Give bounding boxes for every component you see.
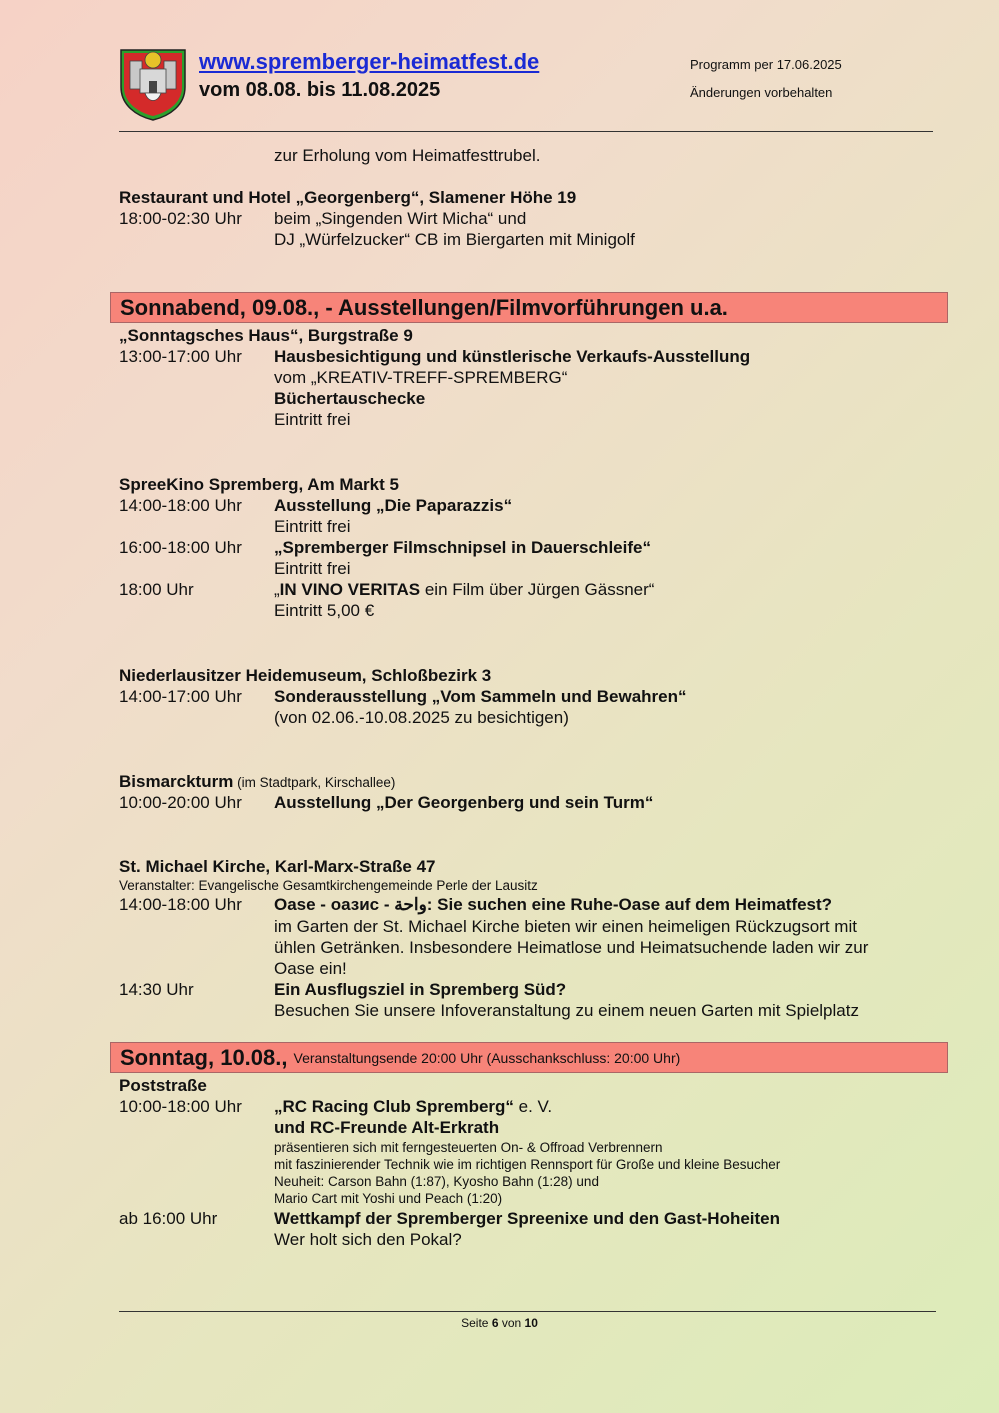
website-link[interactable]: www.spremberger-heimatfest.de (199, 49, 540, 74)
location-heidemuseum: Niederlausitzer Heidemuseum, Schloßbezirk 3 (119, 666, 492, 685)
event-time: 14:00-18:00 Uhr (119, 895, 242, 914)
event-time: 14:00-18:00 Uhr (119, 496, 242, 515)
town-coat-of-arms-logo (118, 47, 188, 121)
program-date: Programm per 17.06.2025 (690, 57, 842, 72)
event-description: Wer holt sich den Pokal? (274, 1230, 462, 1249)
location-spreekino: SpreeKino Spremberg, Am Markt 5 (119, 475, 399, 494)
event-time: 13:00-17:00 Uhr (119, 347, 242, 366)
event-admission: Eintritt frei (274, 517, 351, 536)
event-description: Oase ein! (274, 959, 347, 978)
event-description: (von 02.06.-10.08.2025 zu besichtigen) (274, 708, 569, 727)
event-title: Oase - оазис - واحة: Sie suchen eine Ruhe-Oase auf dem Heimatfest? (274, 895, 833, 914)
event-description: DJ „Würfelzucker“ CB im Biergarten mit Minigolf (274, 230, 635, 249)
event-time: 10:00-20:00 Uhr (119, 793, 242, 812)
event-title: Sonderausstellung „Vom Sammeln und Bewahren“ (274, 687, 687, 706)
film-subtitle: ein Film über Jürgen Gässner“ (420, 580, 655, 599)
event-description: ühlen Getränken. Insbesondere Heimatlose und Heimatsuchende laden wir zur (274, 938, 869, 957)
location-poststrasse: Poststraße (119, 1076, 207, 1095)
header-divider (119, 131, 933, 132)
event-admission: Eintritt frei (274, 410, 351, 429)
event-time: ab 16:00 Uhr (119, 1209, 218, 1228)
event-title: Ausstellung „Der Georgenberg und sein Turm“ (274, 793, 654, 812)
club-suffix: e. V. (513, 1097, 553, 1116)
changes-note: Änderungen vorbehalten (690, 85, 833, 100)
event-description: präsentieren sich mit ferngesteuerten On- & Offroad Verbrennern (274, 1140, 663, 1155)
event-title (274, 579, 654, 600)
event-time: 16:00-18:00 Uhr (119, 538, 242, 557)
event-description: im Garten der St. Michael Kirche bieten wir einen heimeligen Rückzugsort mit (274, 917, 857, 936)
event-time: 18:00-02:30 Uhr (119, 209, 242, 228)
event-title: und RC-Freunde Alt-Erkrath (274, 1118, 500, 1137)
location-detail: (im Stadtpark, Kirschallee) (233, 775, 396, 790)
event-time: 14:30 Uhr (119, 980, 194, 999)
event-description: beim „Singenden Wirt Micha“ und (274, 209, 527, 228)
day-heading-text: Sonnabend, 09.08., - Ausstellungen/Filmvorführungen u.a. (120, 294, 728, 320)
page-total: 10 (524, 1316, 538, 1330)
event-title: Hausbesichtigung und künstlerische Verkaufs-Ausstellung (274, 347, 751, 366)
event-description: Neuheit: Carson Bahn (1:87), Kyosho Bahn (1:28) und (274, 1174, 599, 1189)
location-georgenberg: Restaurant und Hotel „Georgenberg“, Slamener Höhe 19 (119, 188, 577, 207)
day-heading-subtext: Veranstaltungsende 20:00 Uhr (Ausschankschluss: 20:00 Uhr) (293, 1049, 681, 1066)
event-title: Wettkampf der Spremberger Spreenixe und den Gast-Hoheiten (274, 1209, 781, 1228)
event-title: „Spremberger Filmschnipsel in Dauerschleife“ (274, 538, 651, 557)
event-admission: Eintritt frei (274, 559, 351, 578)
event-title: Ein Ausflugsziel in Spremberg Süd? (274, 980, 567, 999)
event-description: Mario Cart mit Yoshi und Peach (1:20) (274, 1191, 503, 1206)
organizer-note: Veranstalter: Evangelische Gesamtkirchengemeinde Perle der Lausitz (119, 878, 538, 893)
location-st-michael: St. Michael Kirche, Karl-Marx-Straße 47 (119, 857, 436, 876)
day-heading-text: Sonntag, 10.08., (120, 1044, 288, 1070)
day-heading-sunday (110, 1042, 948, 1073)
event-description: mit faszinierender Technik wie im richtigen Rennsport für Große und kleine Besucher (274, 1157, 781, 1172)
event-title (274, 1096, 552, 1117)
location-name: Bismarckturm (119, 772, 234, 791)
location-sonntagsches-haus: „Sonntagsches Haus“, Burgstraße 9 (119, 326, 413, 345)
event-title: Ausstellung „Die Paparazzis“ (274, 496, 513, 515)
carryover-text: zur Erholung vom Heimatfesttrubel. (274, 146, 541, 165)
event-title: Büchertauschecke (274, 389, 426, 408)
event-time: 10:00-18:00 Uhr (119, 1097, 242, 1116)
open-quote: „ (274, 580, 280, 599)
event-time: 18:00 Uhr (119, 580, 194, 599)
event-description: vom „KREATIV-TREFF-SPREMBERG“ (274, 368, 568, 387)
event-time: 14:00-17:00 Uhr (119, 687, 242, 706)
event-admission: Eintritt 5,00 € (274, 601, 375, 620)
page-separator: von (498, 1316, 525, 1330)
location-bismarckturm (119, 771, 395, 793)
footer-divider (119, 1311, 936, 1312)
event-description: Besuchen Sie unsere Infoveranstaltung zu einem neuen Garten mit Spielplatz (274, 1001, 859, 1020)
page-prefix: Seite (461, 1316, 492, 1330)
club-name: „RC Racing Club Spremberg“ (274, 1097, 514, 1116)
festival-date-range: vom 08.08. bis 11.08.2025 (199, 79, 441, 101)
film-title: IN VINO VERITAS (279, 580, 421, 599)
day-heading-saturday (110, 292, 948, 323)
page-current: 6 (491, 1316, 499, 1330)
page-number (0, 1316, 999, 1330)
